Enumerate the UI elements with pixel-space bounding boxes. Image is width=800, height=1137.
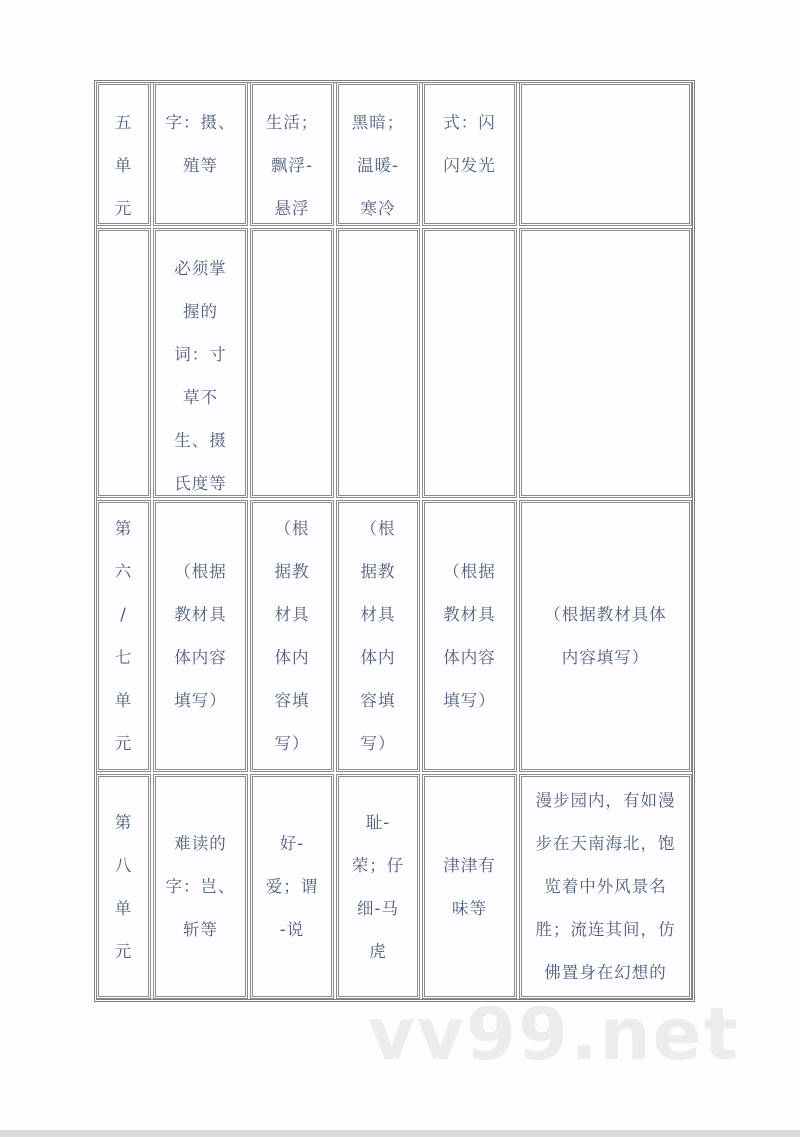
cell-text-line: 容填 <box>360 691 396 710</box>
cell-text-line: 六 <box>114 562 133 581</box>
cell-text-line: 材具 <box>274 605 310 624</box>
cell-text-line: 七 <box>114 648 133 667</box>
cell-text-line: 草不 <box>183 388 218 407</box>
cell-text-line: 元 <box>114 734 133 753</box>
cell-text-line: 步在天南海北，饱 <box>535 834 676 853</box>
table-cell <box>519 774 692 999</box>
table-cell <box>250 82 334 226</box>
cell-text-line: 填写） <box>174 691 227 710</box>
cell-text-line: 览着中外风景名 <box>544 877 667 896</box>
table-cell <box>96 82 151 226</box>
table-cell <box>153 82 248 226</box>
cell-text-line: 字：岂、 <box>165 877 236 896</box>
cell-text-line: 漫步园内，有如漫 <box>535 791 676 810</box>
table-cell <box>519 228 692 498</box>
cell-text-line: 容填 <box>274 691 310 710</box>
cell-text-line: 胜；流连其间，仿 <box>535 920 676 939</box>
cell-text-line: （根 <box>360 519 396 538</box>
cell-text-line: 飘浮- <box>271 156 313 175</box>
content-table <box>94 80 695 1002</box>
cell-text-line: 写） <box>360 734 396 753</box>
cell-text-line: 第 <box>114 519 133 538</box>
table-cell <box>422 500 517 772</box>
cell-text-line: 难读的 <box>174 834 227 853</box>
cell-text-line: 虎 <box>369 941 387 961</box>
table-cell <box>336 228 420 498</box>
table-cell <box>519 500 692 772</box>
cell-text-line: 黑暗； <box>351 113 405 132</box>
table-cell <box>153 500 248 772</box>
cell-text-line: 式：闪 <box>443 113 496 132</box>
cell-text-line: 寒冷 <box>360 199 396 218</box>
table-cell <box>422 82 517 226</box>
cell-text-line: （根 <box>274 519 310 538</box>
cell-text-line: 材具 <box>360 605 396 624</box>
table-cell <box>153 228 248 498</box>
cell-text-line: 内容填写） <box>561 648 650 667</box>
cell-text-line: 填写） <box>443 691 496 710</box>
cell-text-line: 闪发光 <box>443 156 496 175</box>
cell-text-line: 氏度等 <box>174 474 227 493</box>
table-cell <box>336 82 420 226</box>
cell-text-line: 生活； <box>265 113 319 132</box>
cell-text-line: 第 <box>114 812 133 832</box>
cell-text-line: 元 <box>114 941 133 961</box>
table-cell <box>422 228 517 498</box>
cell-text-line: 握的 <box>183 302 218 321</box>
cell-text-line: （根据 <box>174 562 227 581</box>
cell-text-line: （根据 <box>443 562 496 581</box>
cell-text-line: 教材具 <box>443 605 496 624</box>
cell-text-line: 单 <box>114 898 133 918</box>
table-cell <box>250 774 334 999</box>
table-cell <box>250 228 334 498</box>
table-cell <box>96 228 151 498</box>
cell-text-line: 体内容 <box>174 648 227 667</box>
cell-text-line: 体内 <box>360 648 396 667</box>
cell-text-line: 写） <box>274 734 310 753</box>
table-cell <box>153 774 248 999</box>
cell-text-line: 好- <box>279 834 305 853</box>
cell-text-line: -说 <box>279 920 305 939</box>
table-cell <box>519 82 692 226</box>
watermark: vv99.net <box>368 992 740 1076</box>
cell-text-line: 单 <box>114 691 133 710</box>
table-cell <box>336 774 420 999</box>
cell-text-line: 温暖- <box>357 156 399 175</box>
page-bottom-edge <box>0 1130 800 1137</box>
cell-text-line: 字：摄、 <box>165 113 236 132</box>
cell-text-line: 佛置身在幻想的 <box>544 963 667 982</box>
cell-text-line: 爱；谓 <box>265 877 319 896</box>
cell-text-line: 悬浮 <box>274 199 310 218</box>
cell-text-line: 生、摄 <box>174 431 227 450</box>
cell-text-line: 斩等 <box>183 920 218 939</box>
cell-text-line: 必须掌 <box>174 259 227 278</box>
cell-text-line: 味等 <box>452 898 487 918</box>
table-cell <box>96 774 151 999</box>
table-cell <box>336 500 420 772</box>
cell-text-line: 耻- <box>365 812 391 832</box>
cell-text-line: 据教 <box>360 562 396 581</box>
cell-text-line: 体内容 <box>443 648 496 667</box>
table-cell <box>96 500 151 772</box>
cell-text-line: 津津有 <box>443 855 496 875</box>
table-cell <box>422 774 517 999</box>
cell-text-line: （根据教材具体 <box>544 605 667 624</box>
cell-text-line: 元 <box>114 199 133 218</box>
cell-text-line: 八 <box>114 855 133 875</box>
cell-text-line: 词：寸 <box>174 345 227 364</box>
cell-text-line: 教材具 <box>174 605 227 624</box>
cell-text-line: 殖等 <box>183 156 218 175</box>
cell-text-line: 荣；仔 <box>351 855 405 875</box>
cell-text-line: 细-马 <box>357 898 399 918</box>
cell-text-line: 单 <box>114 156 133 175</box>
cell-text-line: 五 <box>114 113 133 132</box>
cell-text-line: 据教 <box>274 562 310 581</box>
cell-text-line: 体内 <box>274 648 310 667</box>
table-cell <box>250 500 334 772</box>
cell-text-line: / <box>120 605 127 624</box>
